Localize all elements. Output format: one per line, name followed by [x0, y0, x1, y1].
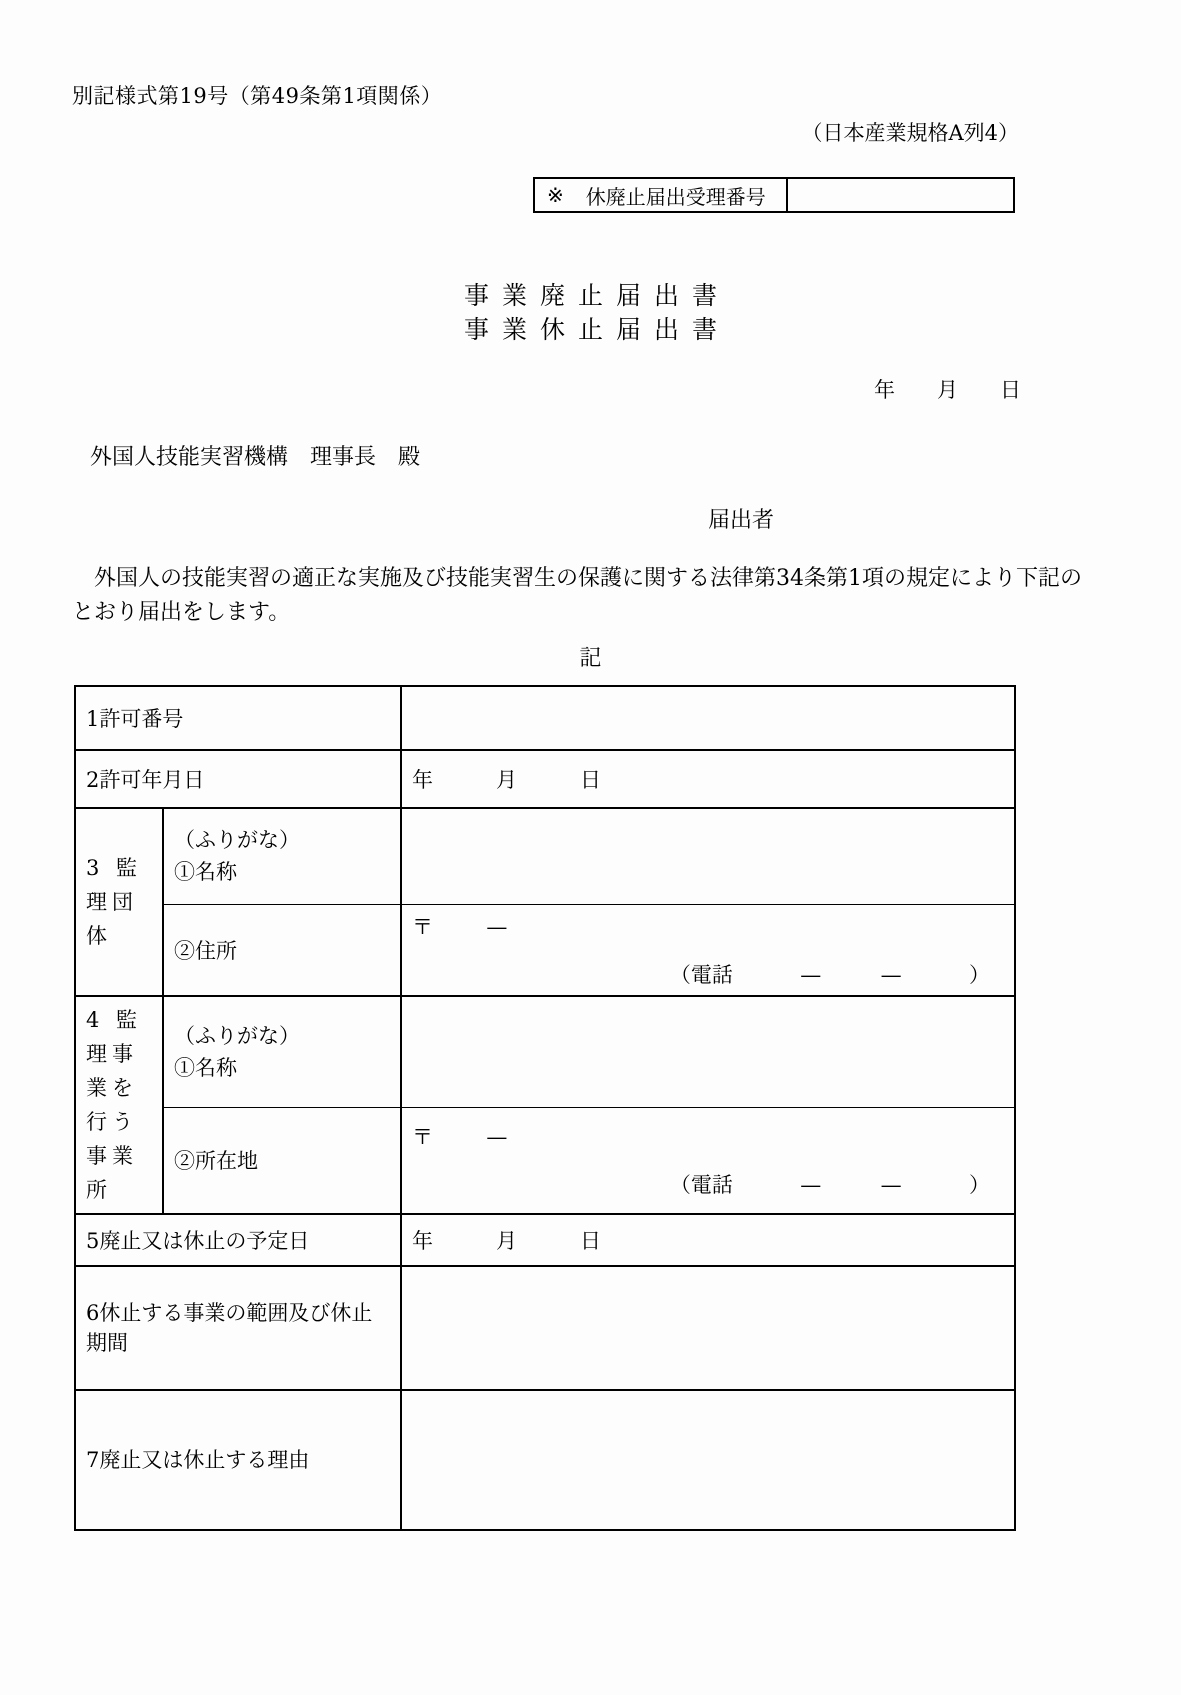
field-reason[interactable] — [401, 1390, 1015, 1530]
table-row-reason — [75, 1390, 1015, 1530]
office-tel-close: ） — [969, 1173, 990, 1198]
label-supervising-organization: 3 監理団体 — [75, 808, 163, 996]
org-tel-label: （電話 — [669, 962, 733, 987]
document-title-suspension: 事業休止届出書 — [463, 315, 730, 344]
label-scheduled-date: 5廃止又は休止の予定日 — [75, 1214, 401, 1266]
office-postal-dash: — — [486, 1125, 508, 1150]
paper-size-note: （日本産業規格A列4） — [801, 121, 1019, 145]
label-office-name — [163, 996, 401, 1108]
table-row-org-name — [75, 808, 1015, 904]
ki-marker: 記 — [579, 646, 602, 671]
receipt-number-label-text: 休廃止届出受理番号 — [585, 184, 766, 209]
table-row-org-address — [75, 904, 1015, 996]
field-org-name[interactable] — [401, 808, 1015, 904]
field-scheduled-date[interactable]: 年 月 日 — [401, 1214, 1015, 1266]
table-row-suspension-scope — [75, 1266, 1015, 1390]
official-use-mark: ※ — [547, 183, 564, 207]
label-permit-date: 2許可年月日 — [75, 750, 401, 808]
field-permit-number[interactable] — [401, 686, 1015, 750]
label-office-address: ②所在地 — [163, 1107, 401, 1213]
table-row-office-name — [75, 996, 1015, 1108]
org-tel-close: ） — [969, 962, 990, 987]
receipt-number-field[interactable] — [788, 179, 1013, 211]
main-form-table — [74, 685, 1016, 1531]
label-permit-number: 1許可番号 — [75, 686, 401, 750]
document-title-abolition: 事業廃止届出書 — [463, 281, 730, 310]
field-org-address[interactable] — [401, 904, 1015, 996]
table-row-permit-date — [75, 750, 1015, 808]
postal-mark-icon: 〒 — [412, 914, 433, 939]
table-row-office-address — [75, 1107, 1015, 1213]
label-org-name — [163, 808, 401, 904]
office-tel-label: （電話 — [669, 1173, 733, 1198]
office-postal-line[interactable] — [412, 1121, 1004, 1151]
org-tel-dash-2: — — [880, 962, 902, 987]
statement-paragraph: 外国人の技能実習の適正な実施及び技能実習生の保護に関する法律第34条第1項の規定により下記のとおり届出をします。 — [72, 566, 1082, 625]
office-tel-dash-2: — — [880, 1173, 902, 1198]
receipt-number-label — [535, 179, 788, 211]
org-tel-dash-1: — — [800, 962, 822, 987]
label-office-name-text: ①名称 — [174, 1055, 237, 1080]
org-tel-line[interactable] — [412, 959, 1004, 989]
table-row-permit-number — [75, 686, 1015, 750]
field-office-name[interactable] — [401, 996, 1015, 1108]
table-row-scheduled-date — [75, 1214, 1015, 1266]
label-org-address: ②住所 — [163, 904, 401, 996]
submitter-label: 届出者 — [708, 508, 775, 533]
field-permit-date[interactable]: 年 月 日 — [401, 750, 1015, 808]
field-suspension-scope[interactable] — [401, 1266, 1015, 1390]
office-tel-line[interactable] — [412, 1169, 1004, 1199]
label-supervising-office: 4 監理事業を行う事業所 — [75, 996, 163, 1214]
org-postal-dash: — — [486, 914, 508, 939]
office-tel-dash-1: — — [800, 1173, 822, 1198]
form-number: 別記様式第19号（第49条第1項関係） — [72, 84, 443, 108]
label-suspension-scope: 6休止する事業の範囲及び休止期間 — [75, 1266, 401, 1390]
field-office-address[interactable] — [401, 1107, 1015, 1213]
label-org-furigana: （ふりがな） — [174, 828, 300, 853]
org-postal-line[interactable] — [412, 911, 1004, 941]
addressee-line: 外国人技能実習機構 理事長 殿 — [90, 445, 421, 470]
label-reason: 7廃止又は休止する理由 — [75, 1390, 401, 1530]
postal-mark-icon: 〒 — [412, 1125, 433, 1150]
label-office-furigana: （ふりがな） — [174, 1023, 300, 1048]
label-org-name-text: ①名称 — [174, 860, 237, 885]
submission-date-line[interactable]: 年 月 日 — [874, 378, 1021, 402]
receipt-number-box — [533, 177, 1015, 213]
